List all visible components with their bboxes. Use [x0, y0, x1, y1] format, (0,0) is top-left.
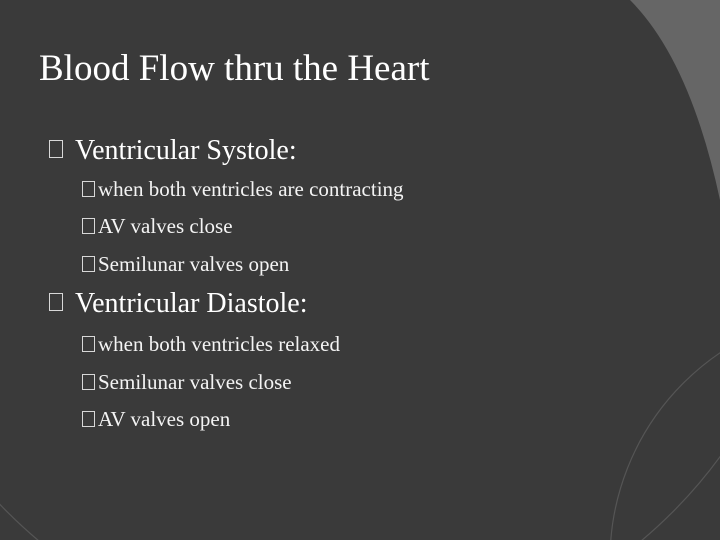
bullet-diastole-label: Ventricular Diastole: — [75, 288, 308, 319]
sub-bullet — [82, 369, 292, 395]
bullet-diastole — [49, 288, 307, 320]
missing-glyph-box-icon — [82, 411, 95, 427]
sub-bullet-label: Semilunar valves open — [98, 252, 290, 276]
hollow-square-bullet-icon — [49, 140, 63, 158]
sub-bullet — [82, 331, 340, 357]
missing-glyph-box-icon — [82, 218, 95, 234]
hollow-square-bullet-icon — [49, 293, 63, 311]
sub-bullet-label: AV valves close — [98, 214, 233, 238]
slide-title: Blood Flow thru the Heart — [39, 48, 430, 89]
sub-bullet — [82, 176, 404, 202]
sub-bullet-label: Semilunar valves close — [98, 370, 292, 394]
sub-bullet-label: when both ventricles relaxed — [98, 332, 340, 356]
missing-glyph-box-icon — [82, 181, 95, 197]
sub-bullet-label: when both ventricles are contracting — [98, 177, 404, 201]
sub-bullet — [82, 213, 233, 239]
missing-glyph-box-icon — [82, 336, 95, 352]
bullet-systole-label: Ventricular Systole: — [75, 135, 297, 166]
sub-bullet — [82, 251, 289, 277]
bullet-systole — [49, 135, 297, 167]
sub-bullet-label: AV valves open — [98, 407, 231, 431]
missing-glyph-box-icon — [82, 374, 95, 390]
missing-glyph-box-icon — [82, 256, 95, 272]
sub-bullet — [82, 406, 230, 432]
